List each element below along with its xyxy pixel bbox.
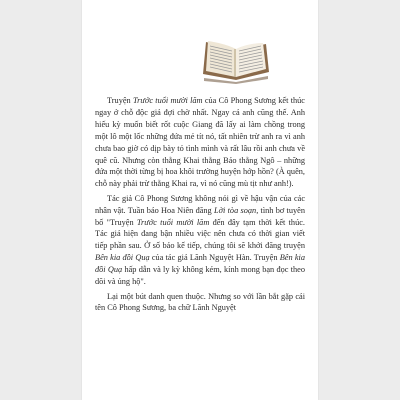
text-run: Tác giả Cô Phong Sương không nói gì về hậu vận của các nhân vật. Tuần báo Hoa Niên đăng xyxy=(95,193,305,215)
paragraph-1 xyxy=(95,95,305,190)
text-run: Truyện xyxy=(107,96,133,105)
text-run: của Cô Phong Sương kết thúc ngay ở chỗ độc giả đợi chờ nhất. Ngay cả anh cũng thế. Anh hiếu kỳ muốn biết rốt cuộc Giang đã lấy ai làm chồng trong một lô một lốc những đứa mẻ tít nó, tất nhiên trừ anh ra vì anh chưa bao giờ có dịp bày tỏ tình mình và rất lâu rồi anh chưa về quê cũ. Nhưng còn thằng Khai thằng Bảo thằng Ngô – những đứa một thời từng bị hoa khôi trường huyện hớp hồn? (À quên, chỗ này phải trừ thằng Khai ra, vì nó cũng mù tịt như anh!). xyxy=(95,96,305,189)
italic-title: Bên kia đồi Quạ xyxy=(95,253,150,263)
body-text xyxy=(95,95,305,317)
italic-title: Lời tòa soạn xyxy=(213,205,257,215)
italic-title: Bên kia đồi Quạ xyxy=(95,253,305,275)
text-run: Lại một bút danh quen thuộc. Nhưng so với lần bắt gặp cái tên Cô Phong Sương, ba chữ Lãnh Nguyệt xyxy=(95,291,305,313)
text-run: của tác giả Lãnh Nguyệt Hàn. Truyện xyxy=(149,253,280,263)
paragraph-2 xyxy=(95,193,305,288)
text-run: đến đây tạm thời kết thúc. Tác giả hiện đang bận nhiều việc nên chưa có thời gian viết tiếp phần sau. Ở số báo kế tiếp, chúng tôi sẽ khởi đăng truyện xyxy=(95,217,305,251)
open-book-icon xyxy=(200,38,272,84)
book-page xyxy=(82,0,318,400)
text-run: hấp dẫn và ly kỳ không kém, kính mong bạn đọc theo dõi và ủng hộ". xyxy=(95,265,305,287)
paragraph-3 xyxy=(95,291,305,315)
text-run: , tình bơ tuyên bố "Truyện xyxy=(95,205,305,227)
italic-title: Trước tuổi mười lăm xyxy=(136,217,210,227)
italic-title: Trước tuổi mười lăm xyxy=(132,96,203,105)
